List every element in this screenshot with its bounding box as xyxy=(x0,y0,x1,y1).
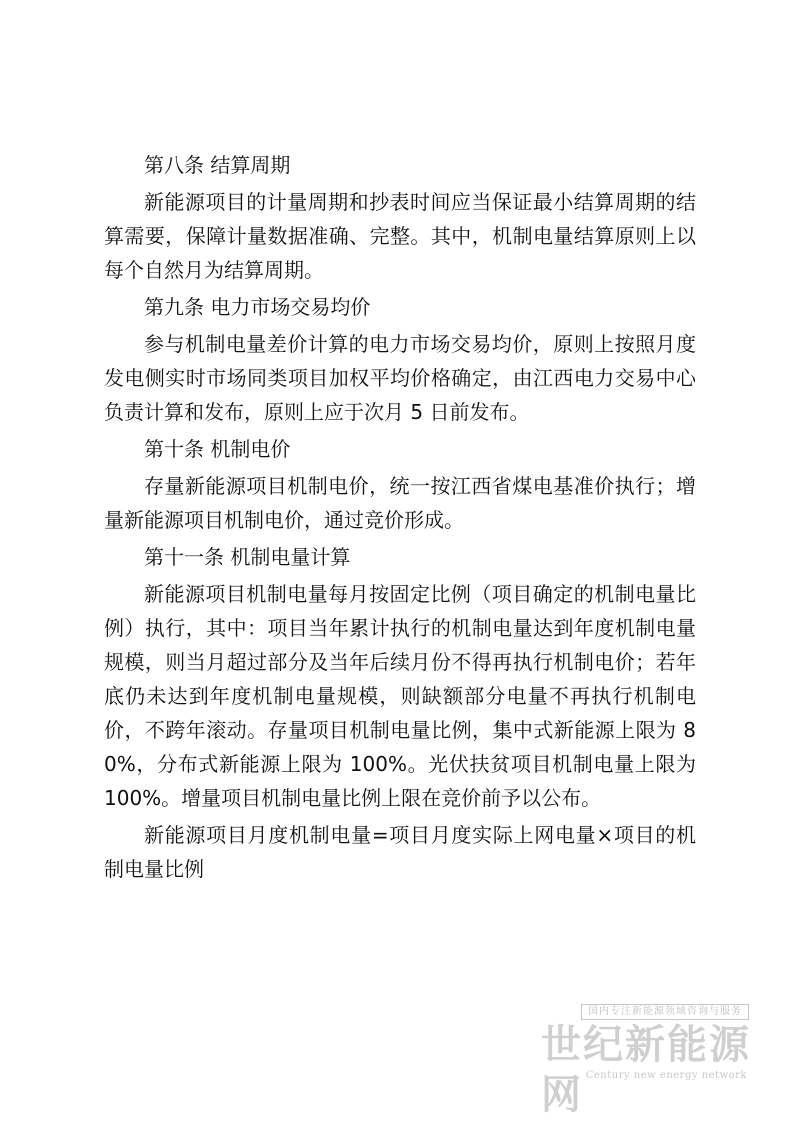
article-11-formula: 新能源项目月度机制电量=项目月度实际上网电量×项目的机制电量比例 xyxy=(104,823,696,881)
article-10-heading: 第十条 机制电价 xyxy=(144,437,291,461)
article-11-body: 新能源项目机制电量每月按固定比例（项目确定的机制电量比例）执行，其中：项目当年累计执行的机制电量达到年度机制电量规模，则当月超过部分及当年后续月份不得再执行机制电价；若年底仍未达到年度机制电量规模，则缺额部分电量不再执行机制电价，不跨年滚动。存量项目机制电量比例，集中式新能源上限为 80%，分布式新能源上限为 100%。光伏扶贫项目机制电量上限为 100%。增量项目机制电量比例上限在竞价前予以公布。 xyxy=(104,582,696,810)
article-8-body: 新能源项目的计量周期和抄表时间应当保证最小结算周期的结算需要，保障计量数据准确、完整。其中，机制电量结算原则上以每个自然月为结算周期。 xyxy=(104,190,696,282)
watermark-tagline: 国内专注新能源领域咨询与服务 xyxy=(581,1004,749,1020)
watermark-english: Century new energy network xyxy=(585,1070,747,1081)
article-11-heading: 第十一条 机制电量计算 xyxy=(144,545,351,569)
article-10-body: 存量新能源项目机制电价，统一按江西省煤电基准价执行；增量新能源项目机制电价，通过竞价形成。 xyxy=(104,474,696,532)
article-9-body: 参与机制电量差价计算的电力市场交易均价，原则上按照月度发电侧实时市场同类项目加权平均价格确定，由江西电力交易中心负责计算和发布，原则上应于次月 5 日前发布。 xyxy=(104,332,696,424)
article-8-heading: 第八条 结算周期 xyxy=(144,153,291,177)
article-9-heading: 第九条 电力市场交易均价 xyxy=(144,295,371,319)
document-body xyxy=(104,148,696,889)
watermark-name: 世纪新能源网 xyxy=(541,1021,751,1118)
watermark-logo xyxy=(541,1004,771,1118)
